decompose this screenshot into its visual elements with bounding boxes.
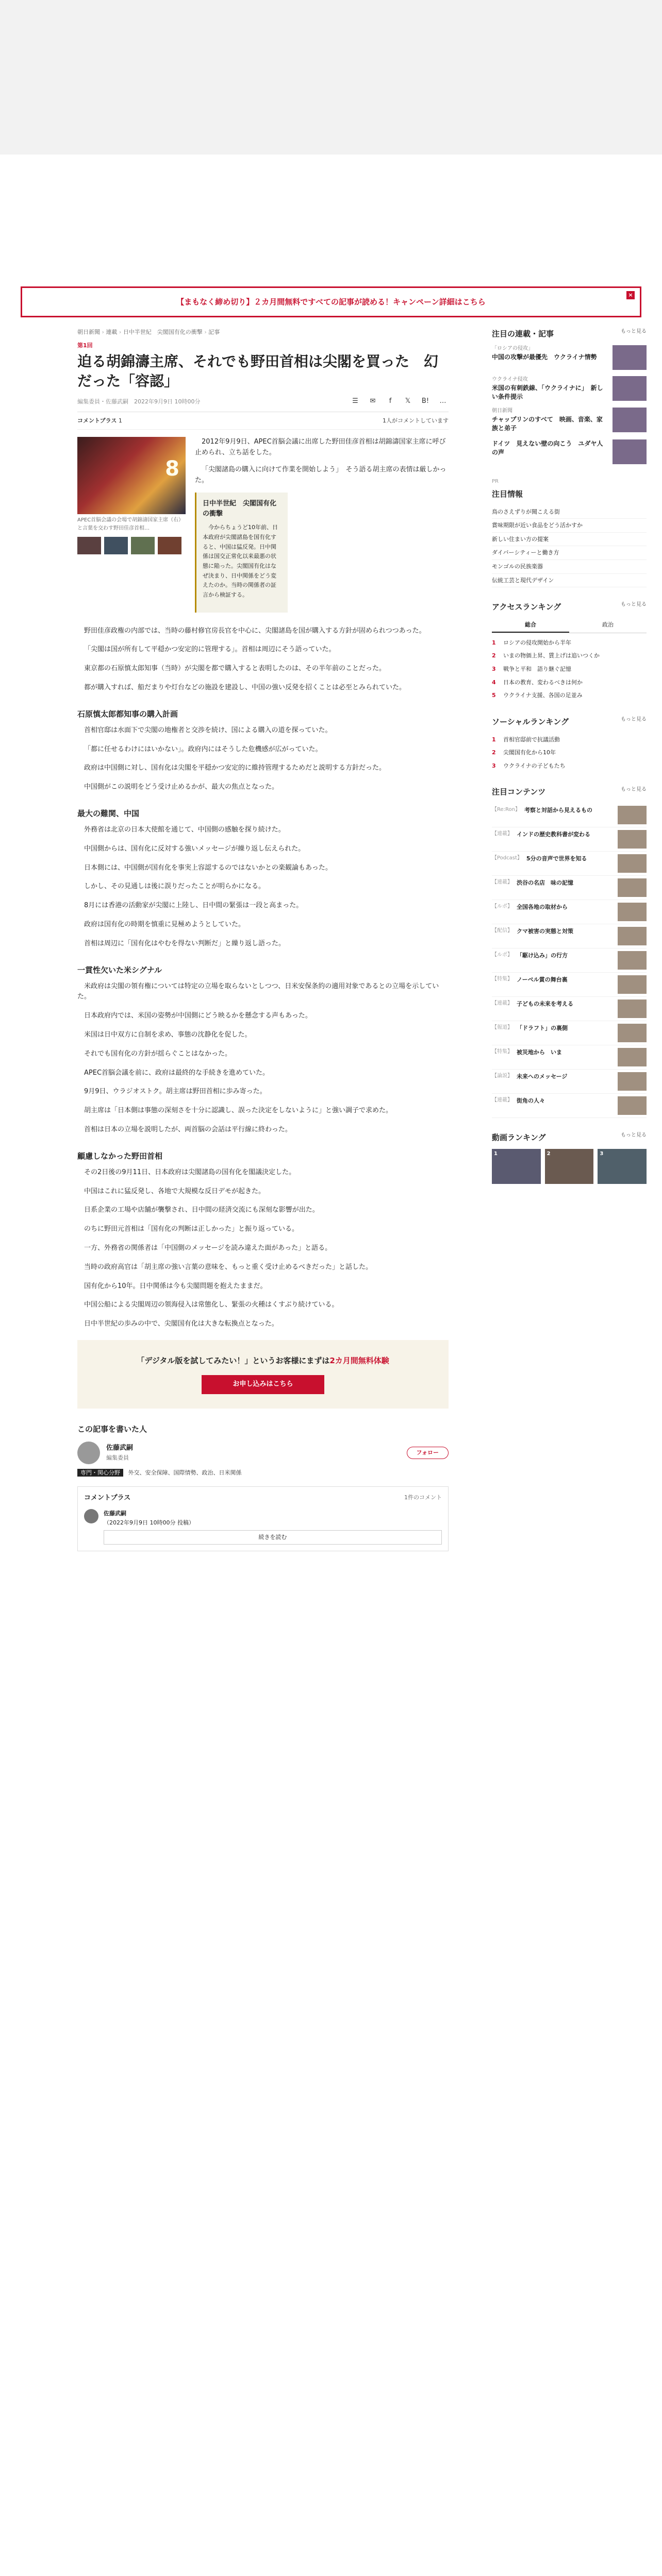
list-item[interactable] [492, 519, 647, 533]
featured-content [492, 786, 647, 1118]
ad-label: PR [492, 478, 499, 484]
tab-politics[interactable]: 政治 [602, 621, 614, 629]
featured-category: 【連載】 [492, 879, 512, 886]
featured-title[interactable]: 「駆け込み」の行方 [517, 952, 568, 959]
news-kicker: 朝日新聞 [492, 408, 512, 414]
news-text [492, 408, 608, 433]
social-item[interactable] [492, 733, 647, 747]
ranking-list [492, 636, 647, 702]
social-item[interactable] [492, 759, 647, 773]
article-meta [77, 396, 449, 412]
sidebar [492, 328, 647, 1197]
top-news-section [492, 328, 647, 464]
featured-category: 【連載】 [492, 1001, 512, 1007]
series-box-body: 今からちょうど10年前、日本政府が尖閣諸島を国有化すると、中国は猛反発。日中関係は国交正常化以来最悪の状態に陥った。尖閣国有化はなぜ決まり、日中関係をどう変えたのか。当時の関係者の証言から検証する。 [203, 524, 278, 598]
photo-thumbnails [77, 537, 186, 554]
featured-thumbnail[interactable] [618, 1072, 647, 1091]
paragraph: 首相は日本の立場を説明したが、両首脳の会話は平行線に終わった。 [84, 1125, 292, 1133]
comment-plus-label: コメントプラス [77, 417, 117, 424]
comment-plus-link[interactable] [77, 416, 449, 430]
paragraph: 「尖閣諸島の購入に向けて作業を開始しよう」 そう語る胡主席の表情は厳しかった。 [195, 465, 446, 484]
ranking-item[interactable] [492, 676, 647, 689]
section-title: 動画ランキング [492, 1133, 546, 1143]
read-more-button[interactable]: 続きを読む [104, 1530, 442, 1545]
more-link[interactable]: もっと見る [621, 602, 647, 608]
list-item-title[interactable]: ダイバーシティーと働き方 [492, 549, 559, 556]
tab-overall[interactable]: 総合 [492, 618, 569, 633]
section-title: 注目コンテンツ [492, 787, 546, 797]
paragraph: 日本側には、中国側が国有化を事実上容認するのではないかとの楽観論もあった。 [84, 863, 332, 872]
section-heading: 石原慎太郎都知事の購入計画 [77, 709, 178, 719]
featured-thumbnail[interactable] [618, 1048, 647, 1066]
follow-button[interactable]: フォロー [407, 1447, 449, 1459]
featured-item[interactable] [492, 1070, 647, 1094]
series-box-title: 日中半世紀 尖閣国有化の衝撃 [203, 499, 277, 518]
social-item[interactable] [492, 746, 647, 759]
video-thumbnail[interactable] [598, 1149, 647, 1184]
featured-thumbnail[interactable] [618, 999, 647, 1018]
comment-section-count[interactable]: 1件のコメント [404, 1494, 442, 1501]
more-link[interactable]: もっと見る [621, 716, 647, 722]
series-info-box[interactable] [195, 493, 288, 613]
access-ranking [492, 601, 647, 702]
comment-section-title: コメントプラス [84, 1494, 131, 1502]
paragraph: 「都に任せるわけにはいかない」。政府内にはそうした危機感が広がっていた。 [84, 745, 322, 753]
author-name[interactable]: 佐藤武嗣 [106, 1444, 134, 1452]
ranking-item[interactable] [492, 636, 647, 650]
list-item-title[interactable]: 賞味期限が近い食品をどう活かすか [492, 522, 583, 529]
list-item[interactable] [492, 560, 647, 574]
video-thumbnail[interactable] [545, 1149, 594, 1184]
share-bar [350, 396, 449, 408]
featured-thumbnail[interactable] [618, 975, 647, 994]
author-dept: 編集委員 [106, 1454, 129, 1462]
ranking-item[interactable] [492, 649, 647, 663]
paragraph: 米国は日中双方に自制を求め、事態の沈静化を促した。 [84, 1031, 252, 1039]
top-news-list [492, 345, 647, 464]
section-heading: 一貫性欠いた米シグナル [77, 965, 162, 975]
thumbnail[interactable] [104, 537, 128, 554]
subscribe-button[interactable]: お申し込みはこちら [202, 1375, 324, 1394]
video-rank: 1 [494, 1151, 498, 1157]
featured-category: 【論説】 [492, 1073, 512, 1079]
social-item-title[interactable]: 首相官邸前で抗議活動 [503, 736, 560, 743]
paragraph: のちに野田元首相は「国有化の判断は正しかった」と振り返っている。 [84, 1225, 299, 1233]
breadcrumb-item[interactable]: › 日中半世紀 尖閣国有化の衝撃 [119, 329, 203, 335]
paragraph: 米政府は尖閣の領有権については特定の立場を取らないとしつつ、日米安保条約の適用対象であるとの立場を示していた。 [77, 982, 439, 1001]
featured-item[interactable] [492, 900, 647, 924]
featured-list [492, 803, 647, 1118]
featured-title[interactable]: 考察と対話から見えるもの [524, 807, 592, 814]
featured-item[interactable] [492, 997, 647, 1021]
featured-item[interactable] [492, 1021, 647, 1045]
section-heading: 最大の難関、中国 [77, 809, 140, 819]
featured-category: 【Re:Ron】 [492, 807, 520, 813]
featured-thumbnail[interactable] [618, 903, 647, 921]
paragraph: 首相は周辺に「国有化はやむを得ない判断だ」と繰り返し語った。 [84, 939, 286, 947]
featured-category: 【報道】 [492, 1025, 512, 1031]
news-text [492, 439, 608, 464]
featured-title[interactable]: ノーベル賞の舞台裏 [517, 976, 568, 984]
paragraph: 外務省は北京の日本大使館を通じて、中国側の感触を探り続けた。 [84, 826, 285, 834]
intro-text [195, 437, 449, 612]
campaign-banner[interactable] [21, 286, 641, 317]
paragraph: 中国公船による尖閣周辺の領海侵入は常態化し、緊張の火種はくすぶり続けている。 [84, 1301, 339, 1309]
more-link[interactable]: もっと見る [621, 787, 647, 793]
social-item-title[interactable]: 尖閣国有化から10年 [503, 749, 556, 756]
rank-number: 3 [492, 762, 496, 769]
featured-category: 【ルポ】 [492, 904, 512, 910]
rank-number: 4 [492, 679, 496, 686]
paragraph: 政府は国有化の時期を慎重に見極めようとしていた。 [84, 921, 245, 929]
featured-item[interactable] [492, 973, 647, 997]
paragraph: 日系企業の工場や店舗が襲撃され、日中間の経済交流にも深刻な影響が出た。 [84, 1206, 319, 1214]
video-thumbnail[interactable] [492, 1149, 541, 1184]
paragraph: 8月には香港の活動家が尖閣に上陸し、日中間の緊張は一段と高まった。 [84, 902, 303, 910]
top-ad-area [0, 0, 662, 155]
paragraph: 政府は中国側に対し、国有化は尖閣を平穏かつ安定的に維持管理するためだと説明する方針だった。 [84, 764, 386, 772]
breadcrumb-item[interactable]: › 連載 [102, 329, 118, 335]
featured-title[interactable]: 子どもの未来を考える [517, 1001, 573, 1008]
featured-thumbnail[interactable] [618, 806, 647, 824]
featured-item[interactable] [492, 876, 647, 900]
featured-category: 【特集】 [492, 976, 512, 982]
featured-item[interactable] [492, 852, 647, 876]
news-item[interactable] [492, 408, 647, 433]
thumbnail[interactable] [77, 537, 101, 554]
featured-title[interactable]: 未来へのメッセージ [517, 1073, 568, 1080]
more-link[interactable]: もっと見る [621, 329, 647, 334]
ranking-item-title[interactable]: ロシアの侵攻開始から半年 [503, 639, 571, 646]
campaign-banner-text[interactable]: 【まもなく締め切り】２カ月間無料ですべての記事が読める！キャンペーン詳細はこちら [176, 297, 486, 307]
thumbnail[interactable] [158, 537, 181, 554]
list-item-title[interactable]: 新しい住まい方の提案 [492, 535, 549, 543]
featured-title[interactable]: クマ被害の実態と対策 [517, 928, 573, 935]
rank-number: 3 [492, 665, 496, 672]
video-rank: 3 [600, 1151, 604, 1157]
featured-title[interactable]: 全国各地の取材から [517, 904, 568, 911]
featured-title[interactable]: 渋谷の名店 味の記憶 [517, 879, 573, 887]
news-kicker: ウクライナ侵攻 [492, 377, 528, 382]
breadcrumb-item: › 記事 [204, 329, 220, 335]
paragraph: その2日後の9月11日、日本政府は尖閣諸島の国有化を閣議決定した。 [84, 1168, 296, 1176]
section-title: 注目の連載・記事 [492, 329, 554, 338]
paragraph: 東京都の石原慎太郎知事（当時）が尖閣を都で購入すると表明したのは、その半年前のことだった。 [84, 665, 386, 673]
news-thumbnail[interactable] [613, 408, 647, 432]
paragraph: 胡主席は「日本側は事態の深刻さを十分に認識し、誤った決定をしないように」と強い調子で求めた。 [84, 1107, 393, 1115]
paragraph: 日本政府内では、米国の姿勢が中国側にどう映るかを懸念する声もあった。 [84, 1012, 312, 1020]
ranking-item-title[interactable]: いまの物価上昇、賃上げは追いつくか [503, 652, 600, 659]
episode-label: 第1回 [77, 342, 93, 349]
ranking-item[interactable] [492, 663, 647, 676]
news-thumbnail[interactable] [613, 345, 647, 370]
video-strip [492, 1149, 647, 1184]
author-card [77, 1442, 449, 1464]
featured-thumbnail[interactable] [618, 927, 647, 945]
more-link[interactable]: もっと見る [621, 1132, 647, 1139]
article-title: 迫る胡錦濤主席、それでも野田首相は尖閣を買った 幻だった「容認」 [77, 353, 439, 389]
photo-caption: APEC首脳会議の会場で胡錦濤国家主席（右）と言葉を交わす野田佳彦首相… [77, 517, 184, 532]
paragraph: 中国側からは、国有化に反対する強いメッセージが繰り返し伝えられた。 [84, 844, 305, 853]
list-item-title[interactable]: モンゴルの民族楽器 [492, 563, 543, 570]
featured-thumbnail[interactable] [618, 1024, 647, 1042]
list-item-title[interactable]: 伝統工芸と現代デザイン [492, 577, 554, 584]
comment-text: （2022年9月9日 10時00分 投稿） [104, 1519, 194, 1526]
section-heading: 顧慮しなかった野田首相 [77, 1151, 163, 1161]
news-item[interactable] [492, 345, 647, 370]
featured-thumbnail[interactable] [618, 951, 647, 970]
rank-number: 2 [492, 749, 496, 756]
photo-sign-number: 8 [165, 457, 179, 481]
ranking-item-title[interactable]: ウクライナ支援、各国の足並み [503, 692, 583, 699]
featured-thumbnail[interactable] [618, 1096, 647, 1115]
paragraph: APEC首脳会議を前に、政府は最終的な手続きを進めていた。 [84, 1069, 270, 1077]
paragraph: 日中半世紀の歩みの中で、尖閣国有化は大きな転換点となった。 [84, 1320, 278, 1328]
facebook-icon[interactable]: f [389, 397, 392, 405]
pr-list [492, 505, 647, 588]
paragraph: 当時の政府高官は「胡主席の強い言葉の意味を、もっと重く受け止めるべきだった」と話した。 [84, 1263, 373, 1271]
section-title: アクセスランキング [492, 602, 561, 612]
article-main [77, 328, 449, 1551]
featured-category: 【ルポ】 [492, 952, 512, 958]
paragraph: 野田佳彦政権の内部では、当時の藤村修官房長官を中心に、尖閣諸島を国が購入する方針が固められつつあった。 [84, 626, 426, 635]
news-title[interactable]: 米国の有刺鉄線、「ウクライナに」 新しい条件提示 [492, 384, 603, 400]
x-icon[interactable]: 𝕏 [405, 397, 411, 405]
paywall-highlight: 2カ月間無料体験 [329, 1355, 389, 1365]
paywall-message [92, 1354, 434, 1367]
paragraph: 首相官邸は水面下で尖閣の地権者と交渉を続け、国による購入の道を探っていた。 [84, 726, 332, 734]
featured-title[interactable]: 街角の人々 [517, 1097, 545, 1105]
rank-number: 2 [492, 652, 496, 659]
list-item[interactable] [492, 574, 647, 588]
featured-title[interactable]: 「ドラフト」の裏側 [517, 1025, 568, 1032]
paywall-text: 「デジタル版を試してみたい！」というお客様にまずは [137, 1355, 330, 1365]
paragraph: 一方、外務省の関係者は「中国側のメッセージを読み違えた面があった」と語る。 [84, 1244, 332, 1252]
byline: 編集委員・佐藤武嗣 2022年9月9日 10時00分 [77, 398, 201, 405]
news-title[interactable]: ドイツ 見えない壁の向こう ユダヤ人の声 [492, 439, 603, 456]
social-item-title[interactable]: ウクライナの子どもたち [503, 762, 566, 769]
pr-section [492, 478, 647, 588]
news-item[interactable] [492, 376, 647, 401]
ranking-item-title[interactable]: 日本の教育、変わるべきは何か [503, 679, 583, 686]
featured-item[interactable] [492, 1045, 647, 1070]
ranking-item[interactable] [492, 689, 647, 702]
news-thumbnail[interactable] [613, 439, 647, 464]
hatena-icon[interactable]: B! [421, 397, 429, 405]
article-photo[interactable] [77, 437, 186, 514]
section-title: 注目情報 [492, 489, 523, 499]
article-intro [77, 437, 449, 612]
featured-item[interactable] [492, 1094, 647, 1118]
featured-thumbnail[interactable] [618, 830, 647, 849]
news-thumbnail[interactable] [613, 376, 647, 401]
featured-item[interactable] [492, 803, 647, 827]
author-tags [77, 1468, 449, 1478]
featured-category: 【連載】 [492, 1097, 512, 1104]
social-list [492, 733, 647, 773]
ranking-tabs [492, 618, 647, 633]
featured-item[interactable] [492, 948, 647, 973]
featured-category: 【特集】 [492, 1049, 512, 1055]
ranking-item-title[interactable]: 戦争と平和 語り継ぐ記憶 [503, 665, 571, 672]
featured-title[interactable]: インドの歴史教科書が変わる [517, 831, 590, 838]
paragraph: しかし、その見通しは後に誤りだったことが明らかになる。 [84, 883, 266, 891]
paragraph: それでも国有化の方針が揺らぐことはなかった。 [84, 1049, 232, 1058]
banner-close-icon[interactable]: × [626, 291, 635, 299]
tag-label: 専門・関心分野 [77, 1469, 123, 1477]
news-kicker: 「ロシアの侵攻」 [492, 346, 533, 351]
thumbnail[interactable] [131, 537, 155, 554]
article-body [77, 626, 449, 1330]
news-text [492, 345, 608, 370]
list-item-title[interactable]: 鳥のさえずりが聞こえる街 [492, 508, 560, 515]
author-section-title: この記事を書いた人 [77, 1424, 147, 1434]
avatar[interactable] [77, 1442, 100, 1464]
paragraph: 2012年9月9日、APEC首脳会議に出席した野田佳彦首相は胡錦濤国家主席に呼び止められ、立ち話をした。 [195, 438, 446, 457]
section-title: ソーシャルランキング [492, 717, 569, 726]
tag-list[interactable]: 外交、安全保障、国際情勢、政治、日米関係 [128, 1469, 242, 1476]
news-title[interactable]: チャップリンのすべて 映画、音楽、家族と弟子 [492, 415, 603, 432]
paragraph: 国有化から10年。日中関係は今も尖閣問題を抱えたままだ。 [84, 1282, 267, 1290]
comment-count: 1 [118, 417, 122, 424]
list-item[interactable] [492, 505, 647, 519]
paragraph: 中国側がこの説明をどう受け止めるかが、最大の焦点となった。 [84, 783, 279, 791]
featured-category: 【Podcast】 [492, 855, 522, 861]
featured-category: 【連載】 [492, 831, 512, 837]
paywall-box [77, 1340, 449, 1409]
photo-column [77, 437, 186, 612]
paragraph: 都が購入すれば、船だまりや灯台などの施設を建設し、中国の強い反発を招くことは必至とみられていた。 [84, 684, 406, 692]
avatar[interactable] [84, 1509, 98, 1523]
breadcrumb-item[interactable]: 朝日新聞 [77, 329, 100, 335]
paragraph: 9月9日、ウラジオストク。胡主席は野田首相に歩み寄った。 [84, 1088, 267, 1096]
more-icon[interactable]: … [439, 397, 446, 405]
paragraph: 中国はこれに猛反発し、各地で大規模な反日デモが起きた。 [84, 1187, 266, 1195]
news-text [492, 376, 608, 401]
featured-thumbnail[interactable] [618, 854, 647, 873]
comment-item [84, 1509, 442, 1545]
comment-cta[interactable]: 1人がコメントしています [383, 417, 449, 424]
mail-icon[interactable]: ✉ [370, 397, 376, 405]
list-item[interactable] [492, 546, 647, 560]
featured-thumbnail[interactable] [618, 878, 647, 897]
video-ranking [492, 1131, 647, 1184]
featured-item[interactable] [492, 827, 647, 852]
comment-section [77, 1486, 449, 1551]
rank-number: 1 [492, 639, 496, 646]
social-ranking [492, 716, 647, 773]
rank-number: 5 [492, 692, 496, 699]
breadcrumb [77, 328, 449, 337]
commenter-name[interactable]: 佐藤武嗣 [104, 1510, 126, 1517]
rank-number: 1 [492, 736, 496, 743]
featured-category: 【配信】 [492, 928, 512, 934]
paragraph: 「尖閣は国が所有して平穏かつ安定的に管理する」。首相は周辺にそう語っていた。 [84, 646, 336, 654]
featured-title[interactable]: 5分の音声で世界を知る [526, 855, 587, 862]
list-icon[interactable]: ☰ [352, 397, 358, 405]
featured-title[interactable]: 被災地から いま [517, 1049, 562, 1056]
list-item[interactable] [492, 533, 647, 547]
news-item[interactable] [492, 439, 647, 464]
news-title[interactable]: 中国の攻撃が最優先 ウクライナ情勢 [492, 353, 597, 361]
featured-item[interactable] [492, 924, 647, 948]
video-rank: 2 [547, 1151, 551, 1157]
